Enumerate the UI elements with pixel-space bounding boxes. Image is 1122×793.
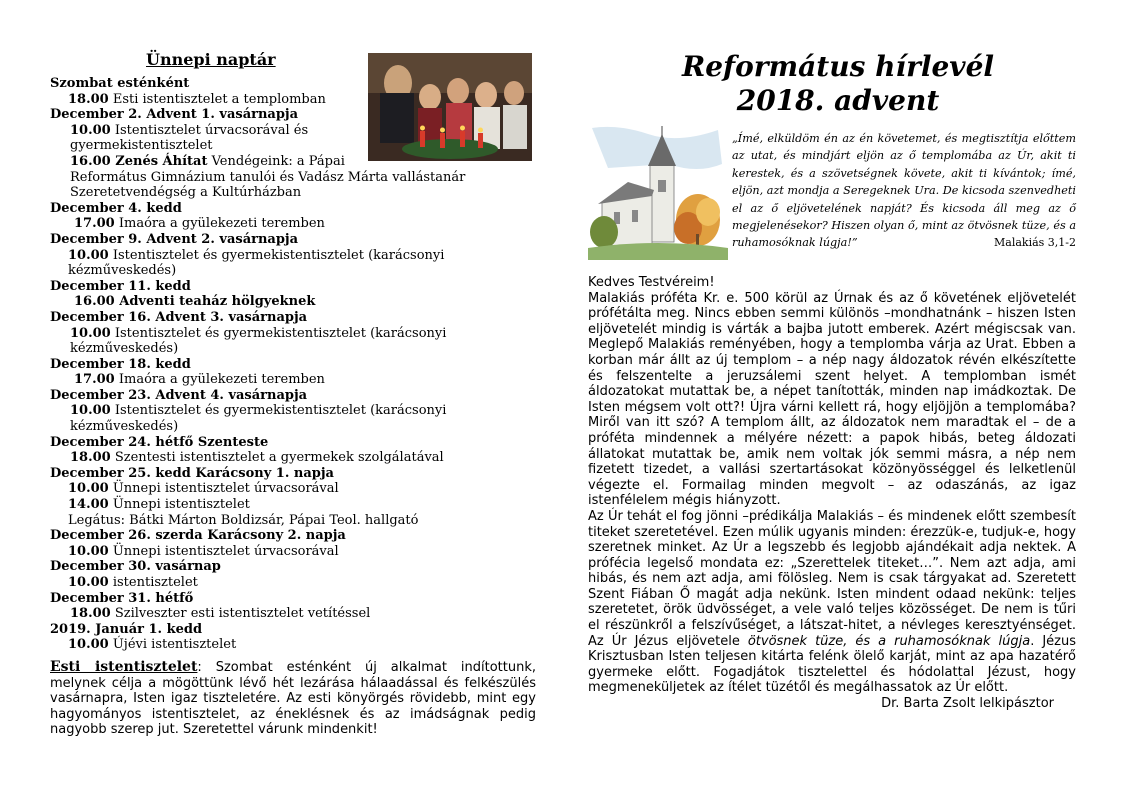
- calendar-day: December 23. Advent 4. vasárnapja: [50, 387, 308, 403]
- event-time: 18.00: [70, 606, 111, 622]
- calendar-event: [50, 513, 465, 529]
- event-text: Szentesti istentisztelet a gyermekek szolgálatával: [110, 450, 444, 466]
- event-time: 10.00: [68, 481, 109, 497]
- event-time: 10.00: [70, 122, 111, 138]
- left-page: [50, 0, 536, 793]
- calendar-day: 2019. Január 1. kedd: [50, 621, 203, 637]
- bible-quote: [732, 130, 1076, 252]
- event-time: 10.00: [70, 325, 111, 341]
- calendar-day: December 26. szerda Karácsony 2. napja: [50, 528, 346, 544]
- event-text: Istentisztelet és gyermekistentisztelet (karácsonyi: [110, 325, 447, 341]
- esti-text: : Szombat esténként új alkalmat indítottunk, melynek célja a mögöttünk lévő hét lezárása hálaadással és felkészülés vasárnapra, Isten igaz tiszteletére. Az esti könyörgés rövidebb, mint egy hagyományos istentisztelet, az éneklésnek és az imádságnak pedig nagyobb szerep jut. Szeretettel várunk mindenkit!: [50, 660, 536, 737]
- event-text: gyermekistentisztelet: [70, 138, 213, 154]
- event-text: Esti istentisztelet a templomban: [108, 91, 326, 107]
- calendar-event: [50, 123, 465, 139]
- event-time: 10.00: [68, 247, 109, 263]
- calendar-event: [50, 497, 465, 513]
- event-time: 16.00 Zenés Áhítat: [70, 153, 208, 169]
- event-time: 17.00: [74, 372, 115, 388]
- calendar-event: [50, 341, 465, 357]
- calendar-event: [50, 263, 465, 279]
- quote-reference: Malakiás 3,1-2: [994, 236, 1076, 250]
- newsletter-title: Református hírlevél: [681, 50, 995, 83]
- event-text: Istentisztelet és gyermekistentisztelet (karácsonyi: [108, 247, 445, 263]
- calendar-day: December 30. vasárnap: [50, 559, 221, 575]
- calendar-event: [50, 372, 465, 388]
- calendar-day: December 16. Advent 3. vasárnapja: [50, 309, 308, 325]
- event-text: Imaóra a gyülekezeti teremben: [114, 372, 325, 388]
- calendar-day: December 18. kedd: [50, 356, 191, 372]
- event-text: Ünnepi istentisztelet úrvacsorával: [108, 481, 339, 497]
- event-time: 14.00: [68, 497, 109, 513]
- calendar-day: December 31. hétfő: [50, 590, 194, 606]
- calendar-day: December 24. hétfő Szenteste: [50, 434, 269, 450]
- event-text: Legátus: Bátki Márton Boldizsár, Pápai Teol. hallgató: [68, 512, 419, 528]
- calendar-list: [50, 76, 465, 653]
- event-time: 10.00: [70, 403, 111, 419]
- event-time: 10.00: [68, 575, 109, 590]
- calendar-event: [50, 138, 465, 154]
- event-text: Ünnepi istentisztelet: [108, 497, 250, 513]
- letter-paragraph-2: [588, 509, 1076, 696]
- event-text: Vendégeink: a Pápai: [207, 153, 345, 169]
- calendar-day: December 11. kedd: [50, 278, 191, 294]
- pastor-letter: [588, 275, 1076, 712]
- event-text: kézműveskedés): [70, 341, 179, 357]
- event-text: Református Gimnázium tanulói és Vadász Márta vallástanár: [70, 169, 466, 185]
- letter-paragraph-1: Malakiás próféta Kr. e. 500 körül az Úrnak és az ő követének eljövetelét prófétálta meg. Nincs ebben semmi különös –mondhatnánk – hiszen Isten eljövetelét mindig is várták a bajba jutott emberek. Azért mégiscsak van. Meglepő Malakiás reményében, hogy a templomba várja az Urat. Ebben a korban már állt az új templom – a nép nagy áldozatok révén elkészítette és felszentelte a jeruzsálemi szent helyet. A templomban ismét áldozatokat mutattak be, a népet tanították, minden nap imádkoztak. De Isten mégsem volt ott?! Újra várni kellett rá, hogy eljöjjön a templomába? Miről van itt szó? A templom állt, az áldozatok nem maradtak el – de a próféta mindennek a mélyére nézett: a papok hibás, beteg áldozati állatokat mutattak be, amik nem voltak jók semmi másra, a nép nem fizetett tizedet, a vallási szertartásokat közönyösséggel és lelketlenül végezte el. Formailag minden megvolt – az odaszánás, az igaz istenfélelem mégis hiányzott.: [588, 290, 1076, 509]
- event-text: Imaóra a gyülekezeti teremben: [114, 216, 325, 232]
- p2-italic: ötvösnek tüze, és a ruhamosóknak lúgja: [747, 633, 1031, 649]
- calendar-event: [50, 450, 465, 466]
- calendar-day: December 2. Advent 1. vasárnapja: [50, 107, 299, 123]
- event-time: 18.00: [70, 450, 111, 466]
- esti-section: [50, 660, 536, 738]
- event-text: istentisztelet: [108, 575, 198, 590]
- calendar-event: [50, 575, 465, 591]
- calendar-event: [50, 170, 465, 186]
- calendar-event: [50, 92, 465, 108]
- calendar-event: [50, 154, 465, 170]
- calendar-event: [50, 294, 465, 310]
- calendar-event: [50, 481, 465, 497]
- event-text: kézműveskedés): [70, 419, 179, 435]
- calendar-event: [50, 185, 465, 201]
- calendar-event: [50, 248, 465, 264]
- event-text: Istentisztelet és gyermekistentisztelet (karácsonyi: [110, 403, 447, 419]
- calendar-day: December 25. kedd Karácsony 1. napja: [50, 465, 334, 481]
- event-text: Ünnepi istentisztelet úrvacsorával: [108, 543, 339, 559]
- right-page: [588, 0, 1076, 793]
- newsletter-subtitle: 2018. advent: [736, 84, 940, 117]
- calendar-event: [50, 326, 465, 342]
- calendar-event: [50, 544, 465, 560]
- esti-heading: Esti istentisztelet: [50, 659, 198, 675]
- calendar-event: [50, 606, 465, 622]
- calendar-event: [50, 419, 465, 435]
- calendar-title: Ünnepi naptár: [146, 50, 276, 69]
- event-text: Újévi istentisztelet: [108, 637, 237, 653]
- quote-text: „Ímé, elküldöm én az én követemet, és megtisztítja előttem az utat, és mindjárt eljön az ő templomába az Úr, akit ti kerestek, és a szövetségnek követe, akit ti kívántok; ímé, eljön, azt mondja a Seregeknek Ura. De kicsoda szenvedheti el az ő eljövetelének napját? És kicsoda áll meg az ő megjelenésekor? Hiszen olyan ő, mint az ötvösnek tüze, és a ruhamosóknak lúgja!”: [732, 132, 1076, 250]
- calendar-event: [50, 637, 465, 653]
- event-text: Szilveszter esti istentisztelet vetítéssel: [110, 606, 371, 622]
- event-time: 18.00: [68, 91, 109, 107]
- event-text: Szeretetvendégség a Kultúrházban: [70, 185, 302, 201]
- calendar-day: Szombat esténként: [50, 76, 190, 91]
- calendar-event: [50, 403, 465, 419]
- p2-part-b: . Jézus Krisztusban Isten teljesen kitárta felénk ölelő karját, mint az apa hazatérő gyermeke előtt. Fogadjátok tisztelettel és hódolattal Jézust, hogy megmeneküljetek az ítélet tüzétől és megálhassatok az Úr előtt.: [588, 633, 1076, 696]
- event-time: 10.00: [68, 637, 109, 653]
- event-text: Istentisztelet úrvacsorával és: [110, 122, 309, 138]
- p2-part-a: Az Úr tehát el fog jönni –prédikálja Malakiás – és mindenek előtt szembesít titeket szeretetével. Ezen múlik ugyanis minden: érezzük-e, tudjuk-e, hogy szeretnek minket. Az Úr a legszebb és legjobb ajándékait adja nektek. A prófécia legelső mondata ez: „Szerettelek titeket…”. Nem azt adja, ami hibás, és nem azt adja, ami fölösleg. Nem is csak tárgyakat ad. Szeretett Szent Fiában Ő magát adja nekünk. Isten mindent odaad nekünk: teljes szeretetet, örök üdvösséget, a vele való teljes közösséget. De nem is tűri el részünkről a felszívűséget, a látszat-hitet, a névleges keresztyénséget. Az Úr Jézus eljövetele: [588, 508, 1076, 649]
- event-text: kézműveskedés): [68, 263, 177, 279]
- event-time: 17.00: [74, 216, 115, 232]
- calendar-day: December 9. Advent 2. vasárnapja: [50, 231, 299, 247]
- calendar-day: December 4. kedd: [50, 200, 182, 216]
- event-time: 16.00 Adventi teaház hölgyeknek: [74, 294, 316, 310]
- signature: Dr. Barta Zsolt lelkipásztor: [881, 696, 1054, 712]
- event-time: 10.00: [68, 543, 109, 559]
- calendar-event: [50, 216, 465, 232]
- church-illustration: [588, 124, 728, 260]
- letter-greeting: Kedves Testvéreim!: [588, 275, 715, 290]
